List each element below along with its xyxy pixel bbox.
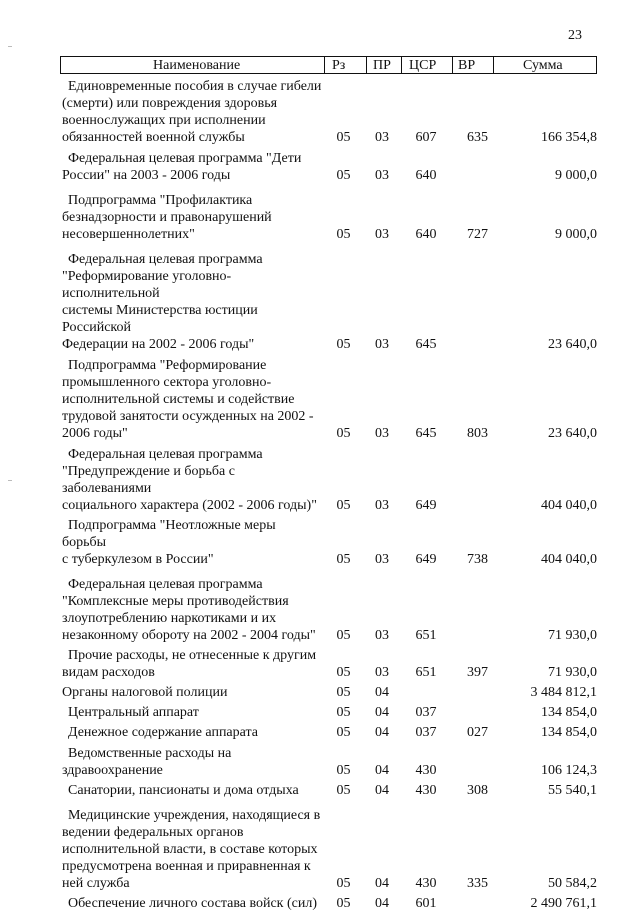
row-pr: 03 (375, 498, 389, 513)
row-name: Подпрограмма "Профилактика безнадзорности и правонарушений несовершеннолетних" (62, 193, 272, 242)
row-sum: 23 640,0 (548, 426, 597, 441)
row-vr: 335 (467, 876, 488, 891)
column-divider (452, 57, 453, 73)
column-divider (493, 57, 494, 73)
page-number: 23 (568, 28, 582, 43)
row-sum: 106 124,3 (541, 763, 597, 778)
row-name: Федеральная целевая программа "Комплексные меры противодействия злоупотреблению наркотиками и их незаконному обороту на 2002 - 2004 годы" (62, 577, 316, 643)
row-vr: 027 (467, 725, 488, 740)
table-row (0, 895, 640, 912)
table-row (0, 807, 640, 892)
row-csr: 607 (415, 130, 437, 145)
budget-table-body (0, 78, 640, 915)
row-pr: 03 (375, 628, 389, 643)
row-rz: 05 (336, 705, 351, 720)
row-pr: 03 (375, 130, 389, 145)
table-row (0, 704, 640, 721)
row-name: Санатории, пансионаты и дома отдыха (68, 783, 299, 798)
row-pr: 04 (375, 685, 389, 700)
row-csr: 651 (415, 665, 437, 680)
row-sum: 3 484 812,1 (530, 685, 597, 700)
row-pr: 04 (375, 896, 389, 911)
row-name: Федеральная целевая программа "Предупреждение и борьба с заболеваниями социального характера (2002 - 2006 годы)" (62, 447, 317, 513)
row-csr: 037 (415, 725, 437, 740)
column-divider (401, 57, 402, 73)
row-name: Подпрограмма "Неотложные меры борьбы с туберкулезом в России" (62, 518, 276, 567)
row-sum: 23 640,0 (548, 337, 597, 352)
row-rz: 05 (336, 665, 351, 680)
row-csr: 651 (415, 628, 437, 643)
table-row (0, 78, 640, 146)
row-csr: 645 (415, 426, 437, 441)
row-csr: 430 (415, 763, 437, 778)
row-rz: 05 (336, 552, 351, 567)
row-sum: 404 040,0 (541, 552, 597, 567)
row-vr: 803 (467, 426, 488, 441)
table-row (0, 782, 640, 799)
table-row (0, 647, 640, 681)
row-pr: 03 (375, 426, 389, 441)
row-sum: 71 930,0 (548, 665, 597, 680)
row-vr: 727 (467, 227, 488, 242)
row-rz: 05 (336, 168, 351, 183)
header-rz: Рз (332, 58, 346, 73)
row-csr: 645 (415, 337, 437, 352)
row-sum: 166 354,8 (541, 130, 597, 145)
row-sum: 134 854,0 (541, 725, 597, 740)
row-name: Обеспечение личного состава войск (сил) (68, 896, 317, 911)
row-rz: 05 (336, 876, 351, 891)
row-name: Центральный аппарат (68, 705, 199, 720)
row-rz: 05 (336, 130, 351, 145)
row-sum: 9 000,0 (555, 168, 597, 183)
row-csr: 640 (415, 227, 437, 242)
row-sum: 134 854,0 (541, 705, 597, 720)
column-divider (366, 57, 367, 73)
row-csr: 640 (415, 168, 437, 183)
row-name: Федеральная целевая программа "Реформирование уголовно-исполнительной системы Министерства юстиции Российской Федерации на 2002 - 2006 годы" (62, 252, 263, 352)
row-pr: 04 (375, 763, 389, 778)
row-pr: 04 (375, 876, 389, 891)
row-rz: 05 (336, 498, 351, 513)
table-row (0, 684, 640, 701)
row-pr: 03 (375, 337, 389, 352)
row-pr: 03 (375, 227, 389, 242)
row-vr: 397 (467, 665, 488, 680)
row-pr: 03 (375, 168, 389, 183)
header-csr: ЦСР (409, 58, 437, 73)
row-sum: 404 040,0 (541, 498, 597, 513)
table-row (0, 576, 640, 644)
row-rz: 05 (336, 227, 351, 242)
row-sum: 9 000,0 (555, 227, 597, 242)
row-rz: 05 (336, 783, 351, 798)
row-csr: 649 (415, 552, 437, 567)
column-divider (324, 57, 325, 73)
row-sum: 2 490 761,1 (530, 896, 597, 911)
row-csr: 430 (415, 876, 437, 891)
table-header (60, 56, 597, 74)
row-name: Органы налоговой полиции (62, 685, 228, 700)
row-csr: 649 (415, 498, 437, 513)
table-row (0, 251, 640, 353)
row-vr: 308 (467, 783, 488, 798)
row-rz: 05 (336, 628, 351, 643)
header-sum: Сумма (523, 58, 563, 73)
row-sum: 71 930,0 (548, 628, 597, 643)
row-name: Ведомственные расходы на здравоохранение (62, 746, 232, 778)
row-rz: 05 (336, 763, 351, 778)
row-rz: 05 (336, 896, 351, 911)
header-pr: ПР (373, 58, 391, 73)
row-sum: 50 584,2 (548, 876, 597, 891)
table-row (0, 192, 640, 243)
row-rz: 05 (336, 725, 351, 740)
row-name: Подпрограмма "Реформирование промышленного сектора уголовно- исполнительной системы и содействие трудовой занятости осужденных на 2002 - 2006 годы" (62, 358, 314, 441)
margin-mark (8, 46, 12, 47)
row-csr: 601 (415, 896, 437, 911)
row-name: Прочие расходы, не отнесенные к другим видам расходов (62, 648, 317, 680)
row-name: Единовременные пособия в случае гибели (смерти) или повреждения здоровья военнослужащих при исполнении обязанностей военной службы (62, 79, 322, 145)
row-pr: 04 (375, 705, 389, 720)
row-rz: 05 (336, 337, 351, 352)
header-vr: ВР (458, 58, 476, 73)
table-row (0, 517, 640, 568)
row-csr: 430 (415, 783, 437, 798)
row-rz: 05 (336, 426, 351, 441)
row-pr: 04 (375, 725, 389, 740)
row-pr: 04 (375, 783, 389, 798)
row-csr: 037 (415, 705, 437, 720)
table-row (0, 724, 640, 741)
table-row (0, 150, 640, 184)
row-pr: 03 (375, 552, 389, 567)
row-rz: 05 (336, 685, 351, 700)
row-vr: 738 (467, 552, 488, 567)
table-row (0, 357, 640, 442)
row-vr: 635 (467, 130, 488, 145)
header-name: Наименование (153, 58, 241, 73)
row-pr: 03 (375, 665, 389, 680)
row-name: Медицинские учреждения, находящиеся в ведении федеральных органов исполнительной власти, в составе которых предусмотрена военная и приравненная к ней служба (62, 808, 321, 891)
row-name: Денежное содержание аппарата (68, 725, 259, 740)
table-row (0, 745, 640, 779)
row-name: Федеральная целевая программа "Дети России" на 2003 - 2006 годы (62, 151, 302, 183)
table-row (0, 446, 640, 514)
row-sum: 55 540,1 (548, 783, 597, 798)
